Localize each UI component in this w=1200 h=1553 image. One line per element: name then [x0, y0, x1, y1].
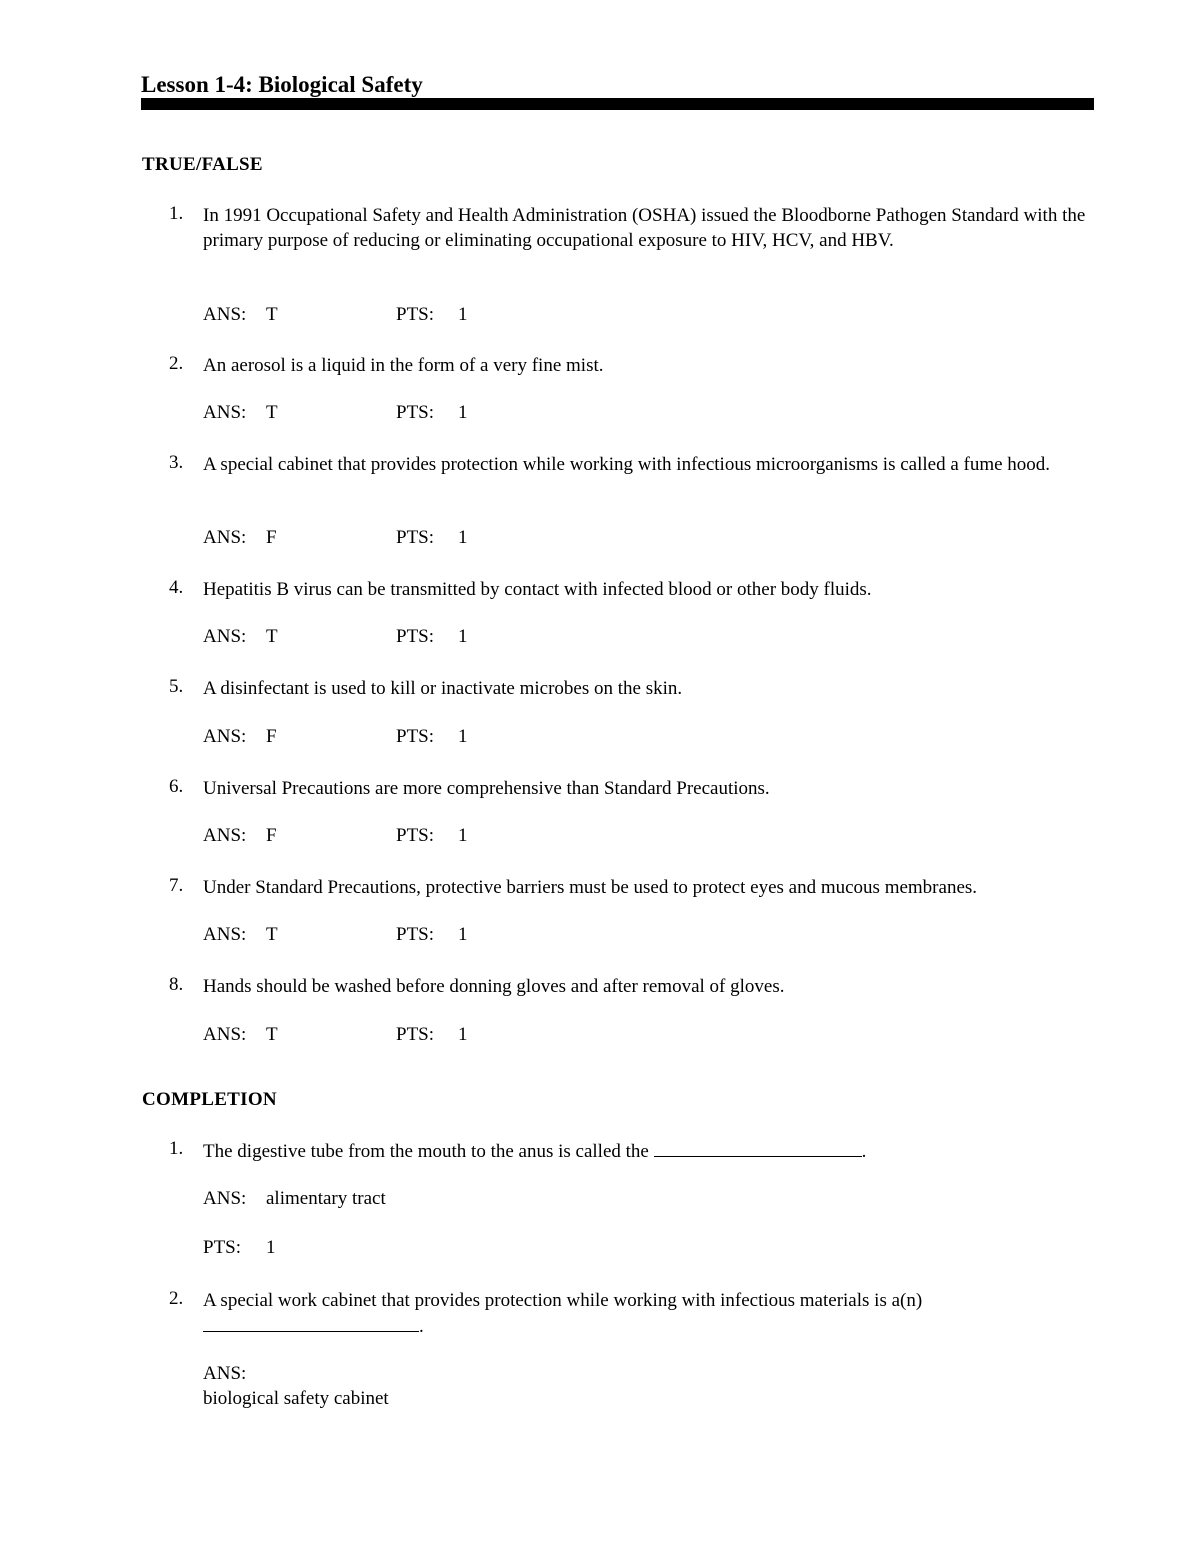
question-number: 6.	[169, 776, 184, 797]
question-text	[203, 1138, 1098, 1164]
question-text: Hepatitis B virus can be transmitted by contact with infected blood or other body fluids.	[203, 579, 872, 600]
question-text: An aerosol is a liquid in the form of a very fine mist.	[203, 355, 604, 376]
answer-blank	[203, 1313, 419, 1332]
ans-value: biological safety cabinet	[203, 1388, 389, 1409]
pts-label: PTS:	[396, 924, 435, 945]
pts-value: 1	[458, 626, 468, 647]
question-number: 1.	[169, 203, 184, 224]
pts-value: 1	[458, 825, 468, 846]
ans-label: ANS:	[203, 626, 247, 647]
pts-label: PTS:	[396, 726, 435, 747]
ans-label: ANS:	[203, 1188, 247, 1209]
pts-label: PTS:	[396, 527, 435, 548]
ans-label: ANS:	[203, 1024, 247, 1045]
pts-label: PTS:	[203, 1237, 242, 1258]
section-heading-true-false: TRUE/FALSE	[142, 154, 263, 175]
question-prompt: A special work cabinet that provides protection while working with infectious materials is a(n)	[203, 1290, 923, 1311]
question-number: 2.	[169, 353, 184, 374]
question-text: In 1991 Occupational Safety and Health Administration (OSHA) issued the Bloodborne Pathogen Standard with the primary purpose of reducing or eliminating occupational exposure to HIV, HCV, and HBV.	[203, 205, 1086, 251]
question-number: 5.	[169, 676, 184, 697]
pts-value: 1	[458, 1024, 468, 1045]
question-number: 2.	[169, 1288, 184, 1309]
ans-label: ANS:	[203, 924, 247, 945]
pts-label: PTS:	[396, 304, 435, 325]
ans-value: T	[266, 402, 278, 423]
ans-value: F	[266, 527, 277, 548]
pts-value: 1	[266, 1237, 276, 1258]
question-text: A special cabinet that provides protection while working with infectious microorganisms is called a fume hood.	[203, 454, 1051, 475]
question-number: 8.	[169, 974, 184, 995]
pts-value: 1	[458, 304, 468, 325]
pts-label: PTS:	[396, 1024, 435, 1045]
question-text: Universal Precautions are more comprehensive than Standard Precautions.	[203, 778, 770, 799]
ans-value: T	[266, 924, 278, 945]
question-text: Hands should be washed before donning gloves and after removal of gloves.	[203, 976, 785, 997]
question-number: 7.	[169, 875, 184, 896]
question-end: .	[861, 1141, 867, 1162]
pts-label: PTS:	[396, 626, 435, 647]
pts-value: 1	[458, 402, 468, 423]
ans-label: ANS:	[203, 527, 247, 548]
title-rule	[141, 98, 1094, 110]
ans-value: T	[266, 1024, 278, 1045]
pts-value: 1	[458, 527, 468, 548]
page-title: Lesson 1-4: Biological Safety	[141, 72, 423, 97]
question-text: A disinfectant is used to kill or inactivate microbes on the skin.	[203, 678, 683, 699]
question-number: 1.	[169, 1138, 184, 1159]
pts-label: PTS:	[396, 825, 435, 846]
pts-value: 1	[458, 924, 468, 945]
ans-label: ANS:	[203, 1363, 247, 1384]
ans-label: ANS:	[203, 402, 247, 423]
section-heading-completion: COMPLETION	[142, 1089, 277, 1110]
ans-value: alimentary tract	[266, 1188, 386, 1209]
answer-blank	[654, 1138, 862, 1157]
question-text: Under Standard Precautions, protective barriers must be used to protect eyes and mucous membranes.	[203, 877, 978, 898]
ans-value: T	[266, 626, 278, 647]
question-number: 3.	[169, 452, 184, 473]
ans-label: ANS:	[203, 304, 247, 325]
pts-label: PTS:	[396, 402, 435, 423]
ans-label: ANS:	[203, 726, 247, 747]
question-number: 4.	[169, 577, 184, 598]
ans-value: T	[266, 304, 278, 325]
question-end: .	[419, 1316, 424, 1337]
question-prompt: The digestive tube from the mouth to the anus is called the	[203, 1141, 649, 1162]
ans-label: ANS:	[203, 825, 247, 846]
pts-value: 1	[458, 726, 468, 747]
question-text	[203, 1288, 1098, 1339]
ans-value: F	[266, 726, 277, 747]
ans-value: F	[266, 825, 277, 846]
